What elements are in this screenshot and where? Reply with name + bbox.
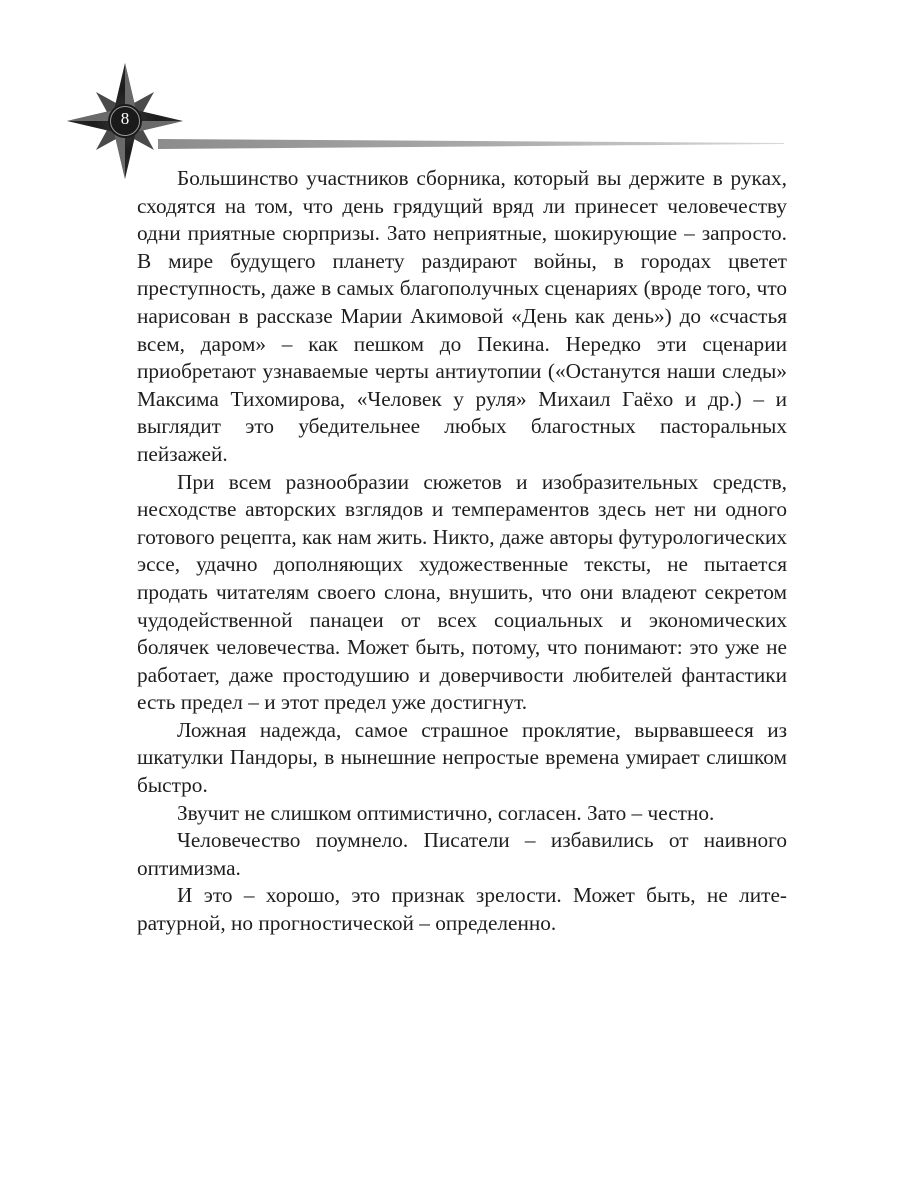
article-body [137, 165, 787, 938]
paragraph-2: При всем разнообразии сюжетов и изобразительных средств, несходстве авторских взглядов и темпераментов здесь нет ни одного готового рецепта, как нам жить. Никто, даже авторы футурологических эссе, удачно дополняющих художественные тексты, не пытается продать читателям своего слона, внушить, что они владеют секретом чудодейственной панацеи от всех социальных и экономических болячек человечества. Может быть, потому, что понимают: это уже не работает, даже простодушию и доверчивости любителей фантастики есть предел – и этот предел уже достигнут. [137, 469, 787, 715]
paragraph-1: Большинство участников сборника, который вы держите в руках, сходятся на том, что день грядущий вряд ли принесет человечеству одни приятные сюрпризы. Зато неприятные, шокирующие – запросто. В мире будущего планету раздирают войны, в городах цветет преступность, даже в самых благополучных сценариях (вроде того, что нарисован в рассказе Марии Акимовой «День как день») до «счастья всем, даром» – как пешком до Пекина. Нередко эти сценарии приобретают узнаваемые черты антиутопии («Останутся наши следы» Максима Тихомирова, «Человек у руля» Михаил Гаёхо и др.) – и выглядит это убедительнее любых благостных пасторальных пейзажей. [137, 166, 787, 466]
paragraph-3: Ложная надежда, самое страшное проклятие, вырвавшееся из шкатулки Пандоры, в нынешние непростые времена умирает слишком быстро. [137, 717, 787, 798]
paragraph-5: Человечество поумнело. Писатели – избавились от наивного оптимизма. [137, 828, 787, 880]
page-header [0, 0, 900, 190]
paragraph-4: Звучит не слишком оптимистично, согласен. Зато – честно. [177, 800, 715, 825]
page-number: 8 [120, 109, 130, 128]
header-divider [158, 137, 784, 151]
paragraph-6: И это – хорошо, это признак зрелости. Может быть, не литературной, но прогностической – определенно. [137, 883, 787, 936]
